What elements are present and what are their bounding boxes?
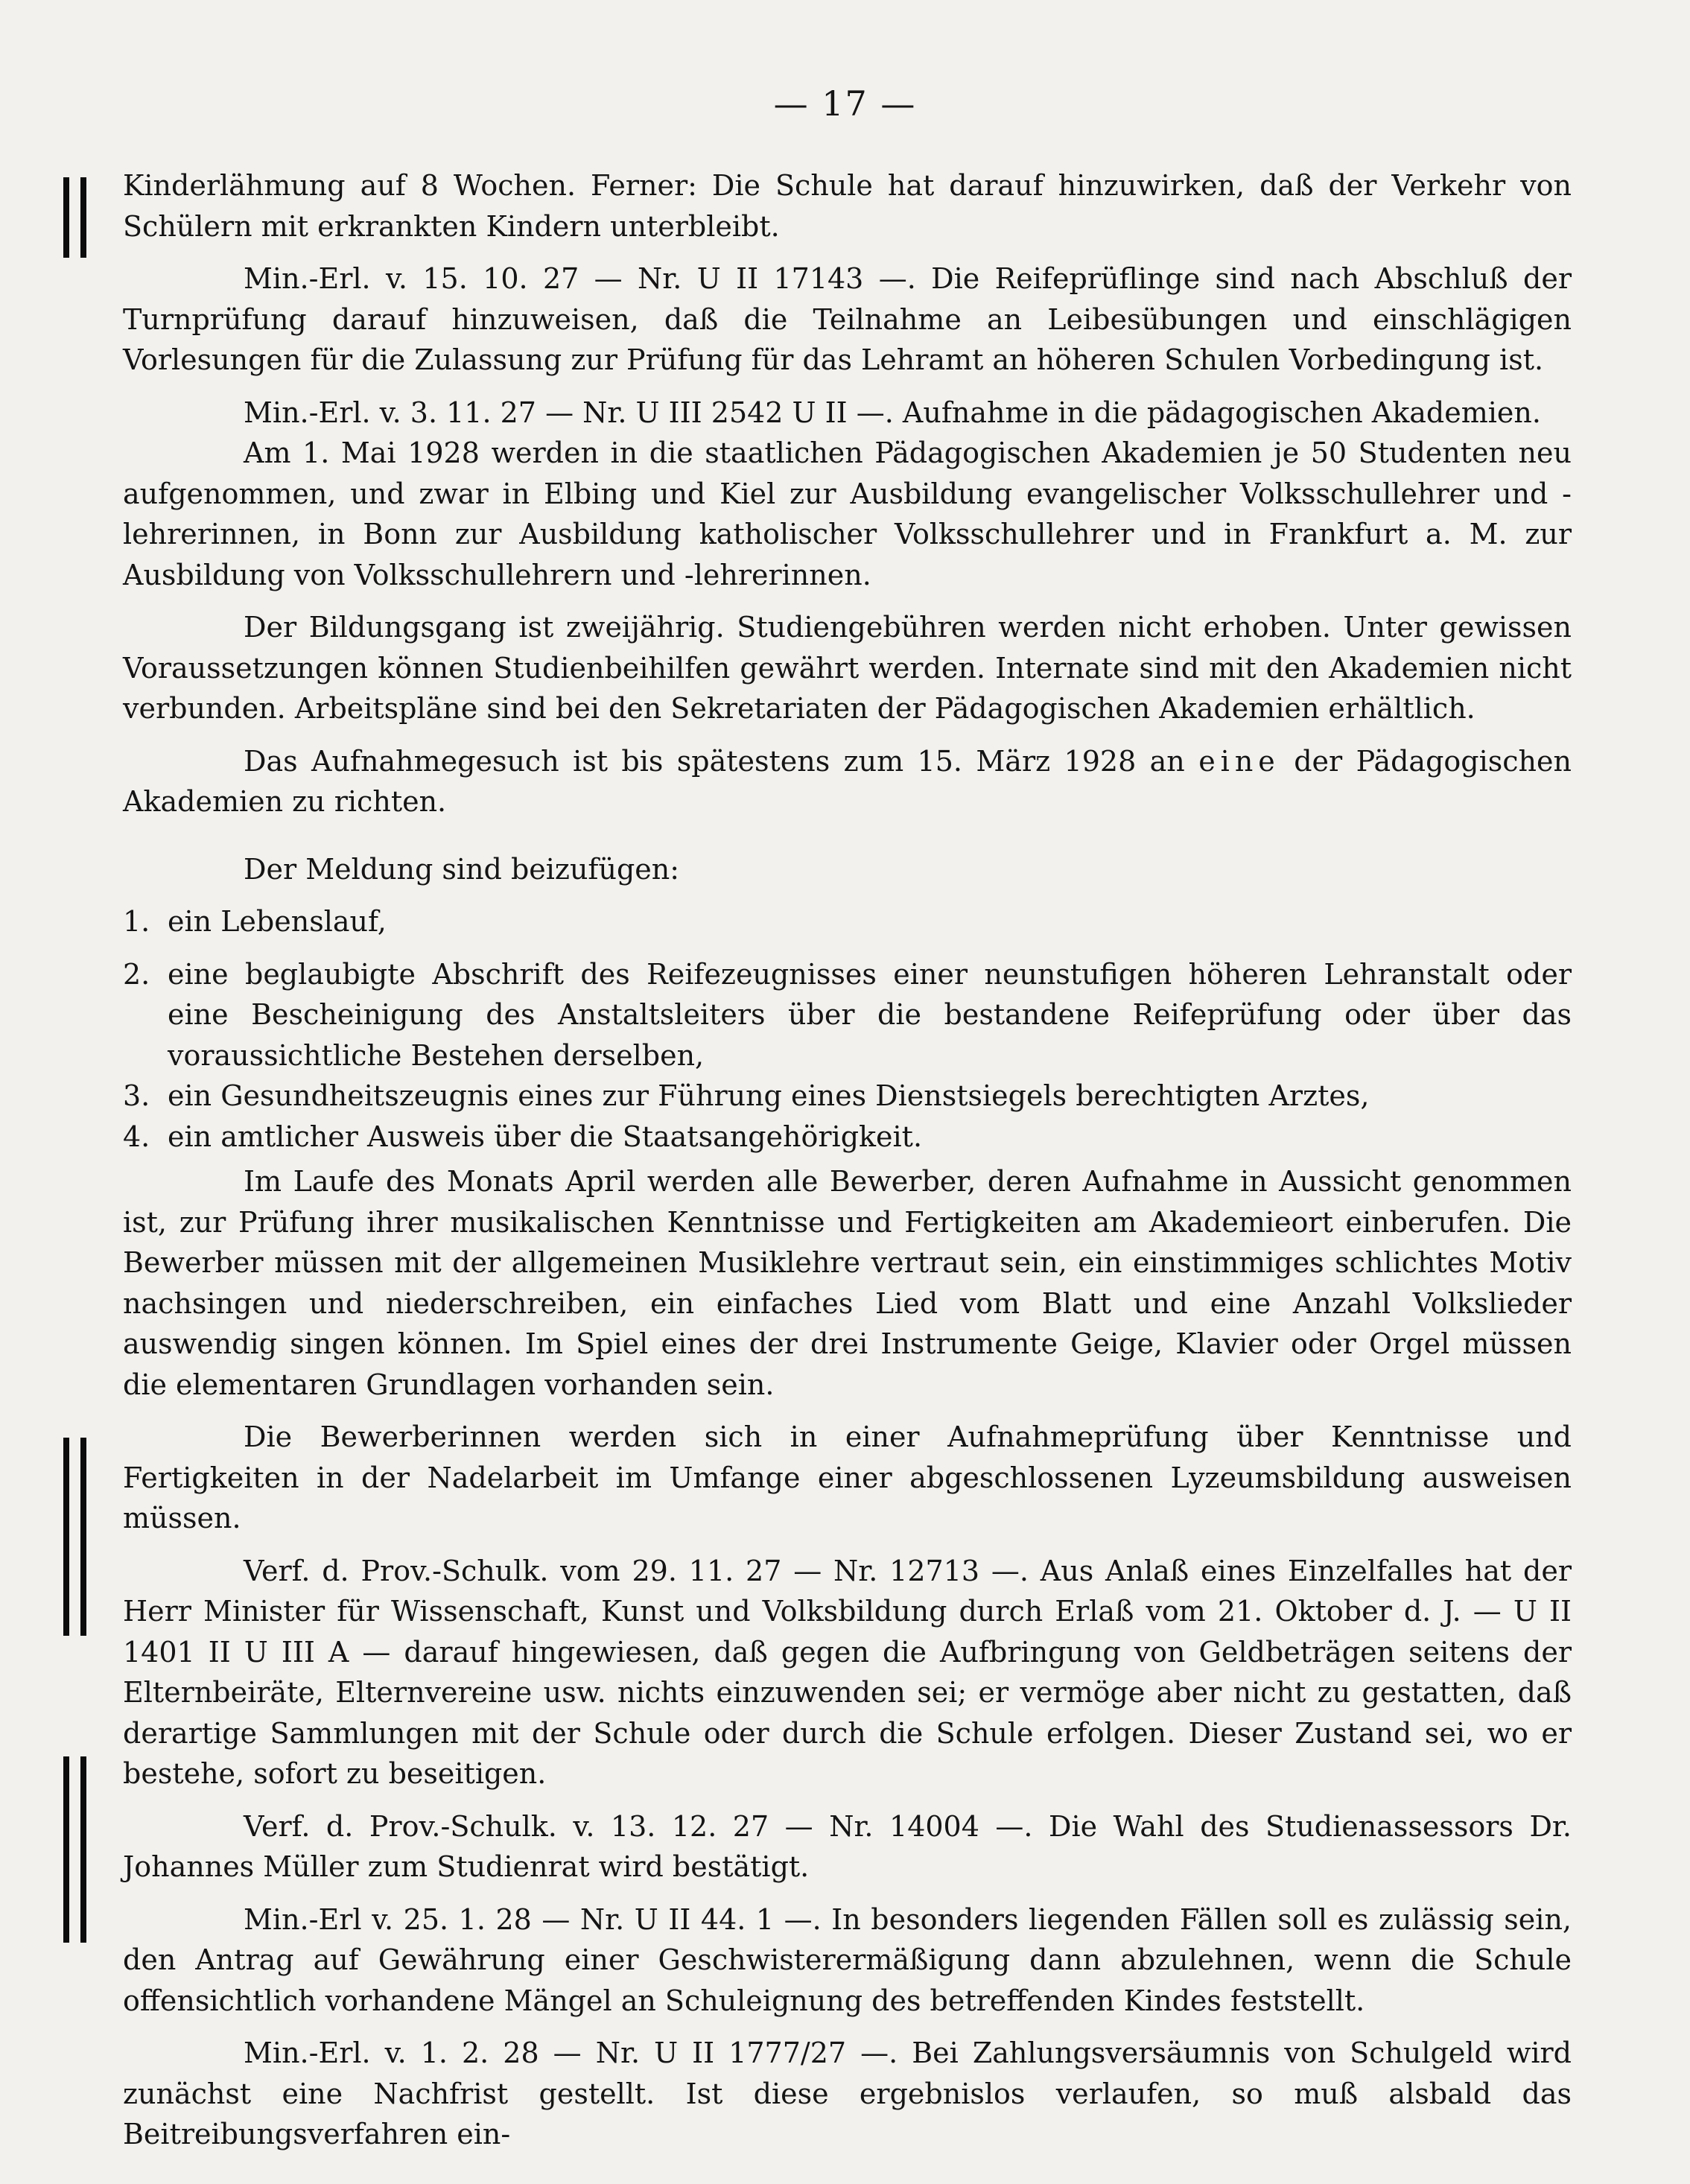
list-item — [123, 1076, 1572, 1117]
paragraph: Min.-Erl. v. 1. 2. 28 — Nr. U II 1777/27 —. Bei Zahlungsversäumnis von Schulgeld wird zunächst eine Nachfrist gestellt. Ist diese ergebnislos verlaufen, so muß alsbald das Beitreibungsverfahren ein- — [123, 2037, 1572, 2150]
paragraph: Der Meldung sind beizufügen: — [244, 852, 680, 886]
page-number: — 17 — — [773, 83, 917, 124]
paragraph: Verf. d. Prov.-Schulk. v. 13. 12. 27 — Nr. 14004 —. Die Wahl des Studienassessors Dr. Johannes Müller zum Studienrat wird bestätigt. — [123, 1809, 1572, 1883]
paragraph: Verf. d. Prov.-Schulk. vom 29. 11. 27 — Nr. 12713 —. Aus Anlaß eines Einzelfalles hat der Herr Minister für Wissenschaft, Kunst und Volksbildung durch Erlaß vom 21. Oktober d. J. — U II 1401 II U III A — darauf hingewiesen, daß gegen die Aufbringung von Geldbeträgen seitens der Elternbeiräte, Elternvereine usw. nichts einzuwenden sei; er vermöge aber nicht zu gestatten, daß derartige Sammlungen mit der Schule oder durch die Schule erfolgen. Dieser Zustand sei, wo er bestehe, sofort zu beseitigen. — [123, 1554, 1572, 1790]
list-number: 2. — [123, 957, 150, 991]
paragraph-text: der Pädagogischen Akademien zu richten. — [123, 744, 1572, 818]
list-number: 4. — [123, 1120, 150, 1153]
paragraph: Min.-Erl v. 25. 1. 28 — Nr. U II 44. 1 —. In besonders liegenden Fällen soll es zulässig sein, den Antrag auf Gewährung einer Geschwisterermäßigung dann abzulehnen, wenn die Schule offensichtlich vorhandene Mängel an Schuleignung des betreffenden Kindes feststellt. — [123, 1902, 1572, 2017]
margin-bar — [63, 1756, 69, 1943]
paragraph: Im Laufe des Monats April werden alle Bewerber, deren Aufnahme in Aussicht genommen ist, zur Prüfung ihrer musikalischen Kenntnisse und Fertigkeiten am Akademieort einberufen. Die Bewerber müssen mit der allgemeinen Musiklehre vertraut sein, ein einstimmiges schlichtes Motiv nachsingen und niederschreiben, ein einfaches Lied vom Blatt und eine Anzahl Volkslieder auswendig singen können. Im Spiel eines der drei Instrumente Geige, Klavier oder Orgel müssen die elementaren Grundlagen vorhanden sein. — [123, 1165, 1572, 1401]
attachment-list — [123, 901, 1572, 1157]
list-number: 3. — [123, 1079, 150, 1112]
margin-bar — [80, 1438, 86, 1636]
margin-bar — [80, 1756, 86, 1943]
list-number: 1. — [123, 905, 150, 938]
paragraph: Der Bildungsgang ist zweijährig. Studiengebühren werden nicht erhoben. Unter gewissen Voraussetzungen können Studienbeihilfen gewährt werden. Internate sind mit den Akademien nicht verbunden. Arbeitspläne sind bei den Sekretariaten der Pädagogischen Akademien erhältlich. — [123, 611, 1572, 725]
paragraph: Am 1. Mai 1928 werden in die staatlichen Pädagogischen Akademien je 50 Studenten neu aufgenommen, und zwar in Elbing und Kiel zur Ausbildung evangelischer Volksschullehrer und -lehrerinnen, in Bonn zur Ausbildung katholischer Volksschullehrer und in Frankfurt a. M. zur Ausbildung von Volksschullehrern und -lehrerinnen. — [123, 437, 1572, 591]
paragraph: Die Bewerberinnen werden sich in einer Aufnahmeprüfung über Kenntnisse und Fertigkeiten in der Nadelarbeit im Umfange einer abgeschlossenen Lyzeumsbildung ausweisen müssen. — [123, 1420, 1572, 1534]
margin-bar — [80, 177, 86, 258]
list-text: ein Gesundheitszeugnis eines zur Führung eines Dienstsiegels berechtigten Arztes, — [168, 1079, 1370, 1112]
list-text: eine beglaubigte Abschrift des Reifezeugnisses einer neunstufigen höheren Lehranstalt oder eine Bescheinigung des Anstaltsleiters über die bestandene Reifeprüfung oder über das voraussichtliche Bestehen derselben, — [168, 957, 1572, 1072]
document-body — [123, 165, 1572, 2155]
paragraph: Min.-Erl. v. 15. 10. 27 — Nr. U II 17143 —. Die Reifeprüflinge sind nach Abschluß der Turnprüfung darauf hinzuweisen, daß die Teilnahme an Leibesübungen und einschlägigen Vorlesungen für die Zulassung zur Prüfung für das Lehramt an höheren Schulen Vorbedingung ist. — [123, 262, 1572, 376]
paragraph-text: Das Aufnahmegesuch ist bis spätestens zum 15. März 1928 an — [244, 744, 1185, 778]
list-text: ein Lebenslauf, — [168, 905, 387, 938]
list-text: ein amtlicher Ausweis über die Staatsangehörigkeit. — [168, 1120, 923, 1153]
paragraph: Kinderlähmung auf 8 Wochen. Ferner: Die Schule hat darauf hinzuwirken, daß der Verkehr von Schülern mit erkrankten Kindern unterbleibt. — [123, 169, 1572, 243]
emphasized-word: eine — [1198, 744, 1280, 778]
list-item — [123, 1117, 1572, 1158]
paragraph — [123, 741, 1572, 822]
paragraph: Min.-Erl. v. 3. 11. 27 — Nr. U III 2542 U II —. Aufnahme in die pädagogischen Akademien. — [244, 396, 1541, 429]
list-item — [123, 954, 1572, 1076]
margin-bar — [63, 1438, 69, 1636]
list-item — [123, 901, 1572, 942]
margin-bar — [63, 177, 69, 258]
